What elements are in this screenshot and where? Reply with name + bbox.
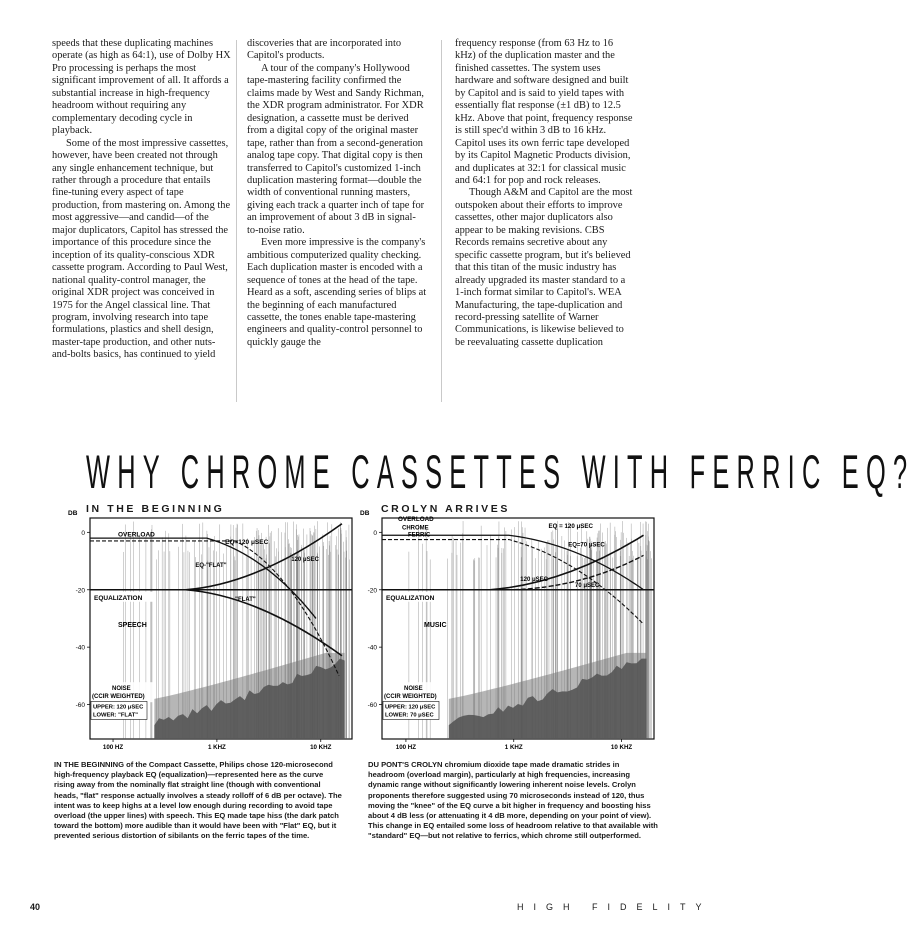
- label-eq-120: EQ=120 μSEC: [225, 538, 269, 546]
- label-120us: 120 μSEC: [291, 557, 319, 564]
- legend-upper: UPPER: 120 μSEC: [385, 704, 436, 711]
- article-paragraph: Though A&M and Capitol are the most outspoken about their efforts to improve cassettes, other major duplicators also appear to be making revisions. CBS Records remains secretive about any specific cassette program, but it's believed that this titan of the music industry has already upgraded its master standard to a 1-inch format similar to Capitol's. WEA Manufacturing, the tape-duplication and record-pressing satellite of Warner Communications, is likewise believed to be reevaluating cassette duplication: [455, 187, 633, 348]
- y-tick-label: 0: [81, 529, 85, 537]
- x-tick-label: 1 KHZ: [207, 744, 226, 751]
- chart-title-right: CROLYN ARRIVES: [381, 503, 510, 515]
- label-overload: OVERLOAD: [398, 515, 434, 523]
- label-eq-120: EQ = 120 μSEC: [548, 523, 594, 531]
- eq-chart-right: [360, 510, 662, 756]
- y-tick-label: -20: [367, 587, 377, 595]
- label-eq-flat: EQ-"FLAT": [195, 562, 227, 569]
- x-tick-label: 10 KHZ: [310, 744, 332, 751]
- label-eq-70: EQ=70 μSEC: [568, 542, 605, 549]
- x-tick-label: 10 KHZ: [610, 744, 633, 751]
- label-ferric: FERRIC: [408, 532, 431, 539]
- article-paragraph: frequency response (from 63 Hz to 16 kHz) of the duplication master and the finished cassettes. The system uses hardware and software designed and built by Capitol and is said to yield tapes with essentially flat response (±1 dB) to 12.5 kHz. Above that point, frequency response is still spec'd within 3 dB to 16 kHz. Capitol uses its own ferric tape developed by its Capitol Magnetic Products division, and duplicates at 32:1 for classical music and 64:1 for pop and rock releases.: [455, 38, 633, 186]
- article-paragraph: speeds that these duplicating machines operate (as high as 64:1), use of Dolby HX Pro processing is perhaps the most significant improvement of all. It affords a substantial increase in high-frequency headroom without requiring any complementary decoding cycle in playback.: [52, 38, 231, 137]
- label-program: MUSIC: [424, 622, 447, 630]
- article-paragraph: A tour of the company's Hollywood tape-mastering facility confirmed the claims made by West and Sandy Richman, the XDR program administrator. For XDR designation, a cassette must be derived from a digital copy of the original master tape, rather than from a second-generation analog tape copy. That digital copy is then transferred to Capitol's customized 1-inch duplication mastering format—double the width of conventional running masters, giving each track a quarter inch of tape for an improvement of about 3 dB in signal-to-noise ratio.: [247, 62, 425, 236]
- eq-chart-left: [50, 510, 360, 756]
- caption-right: DU PONT'S CROLYN chromium dioxide tape made dramatic strides in headroom (overload margin), particularly at high frequencies, increasing dynamic range without significantly lowering inherent noise levels. Crolyn proponents therefore suggested using 70 microseconds instead of 120, thus moving the "knee" of the EQ curve a bit higher in frequency and boosting hiss about 4 dB less (or attenuating it 4 dB more, depending on your point of view). This change in EQ entailed some loss of headroom relative to that available with "standard" EQ—but not relative to ferrics, which chrome still outperformed.: [368, 760, 658, 841]
- label-noise-weighting: (CCIR WEIGHTED): [384, 694, 437, 701]
- headline-container: [86, 445, 914, 498]
- article-paragraph: Even more impressive is the company's ambitious computerized quality checking. Each duplication master is encoded with a sequence of tones at the head of the tape. Heard as a soft, ascending series of blips at the beginning of each manufactured cassette, the tones enable tape-mastering engineers and quality-control personnel to quickly gauge the: [247, 237, 427, 348]
- column-divider: [441, 40, 442, 402]
- y-tick-label: -20: [75, 587, 85, 595]
- x-tick-label: 100 HZ: [395, 744, 417, 751]
- column-divider: [236, 40, 237, 402]
- article-column-1: [52, 38, 232, 362]
- noise-region-upper: [154, 653, 344, 739]
- label-70us: 70 μSEC: [574, 582, 600, 589]
- y-tick-label: -40: [367, 644, 377, 652]
- label-noise-weighting: (CCIR WEIGHTED): [92, 694, 145, 701]
- label-120us: 120 μSEC: [520, 577, 548, 584]
- caption-left: IN THE BEGINNING of the Compact Cassette, Philips chose 120-microsecond high-frequency playback EQ (equalization)—represented here as the curve rising away from the nominally flat straight line (though with conventional heads, "flat" response actually involves a steady rolloff of 6 dB per octave). The intent was to keep highs at a level low enough during recording to avoid tape overload (the upper lines) with speech. This EQ made tape hiss (the dark patch toward the bottom) more audible than it would have been with "Flat" EQ, but it prevented serious distortion of sibilants on the ferric tapes of the time.: [54, 760, 342, 841]
- legend-lower: LOWER: 70 μSEC: [385, 712, 434, 719]
- label-equalization: EQUALIZATION: [94, 594, 143, 602]
- label-equalization: EQUALIZATION: [386, 594, 435, 602]
- label-chrome: CHROME: [402, 525, 429, 532]
- article-paragraph: discoveries that are incorporated into Capitol's products.: [247, 38, 402, 62]
- legend-lower: LOWER: "FLAT": [93, 712, 138, 719]
- label-noise: NOISE: [112, 686, 131, 693]
- article-paragraph: Some of the most impressive cassettes, however, have been created not through any single enhancement technique, but rather through a procedure that entails fine-tuning every aspect of tape production, from mastering on. Among the most aggressive—and candid—of the major duplicators, Capitol has stressed the importance of this procedure since the inception of its quality-conscious XDR cassette program. According to Paul West, national quality-control manager, the original XDR project was conceived in 1975 for the Angel classical line. That program, involving research into tape formulations, plastics and shell design, master-tape production, and other nuts-and-bolts basics, has continued to yield: [52, 137, 231, 361]
- label-flat: "FLAT": [235, 597, 256, 604]
- legend-upper: UPPER: 120 μSEC: [93, 704, 144, 711]
- article-column-3: [455, 38, 635, 349]
- running-footer: HIGH FIDELITY: [517, 902, 712, 912]
- y-tick-label: -60: [75, 702, 85, 710]
- y-tick-label: -60: [367, 702, 377, 710]
- y-tick-label: -40: [75, 644, 85, 652]
- article-column-2: [247, 38, 427, 349]
- y-axis-unit: DB: [360, 510, 370, 517]
- y-tick-label: 0: [373, 529, 377, 537]
- y-axis-unit: DB: [68, 510, 78, 517]
- page-number: 40: [30, 902, 41, 912]
- feature-headline: WHY CHROME CASSETTES WITH FERRIC EQ?: [86, 445, 914, 498]
- label-overload: OVERLOAD: [118, 531, 155, 539]
- label-noise: NOISE: [404, 686, 423, 693]
- x-tick-label: 100 HZ: [102, 744, 124, 751]
- chart-title-left: IN THE BEGINNING: [86, 503, 225, 515]
- x-tick-label: 1 KHZ: [504, 744, 523, 751]
- label-program: SPEECH: [118, 622, 147, 630]
